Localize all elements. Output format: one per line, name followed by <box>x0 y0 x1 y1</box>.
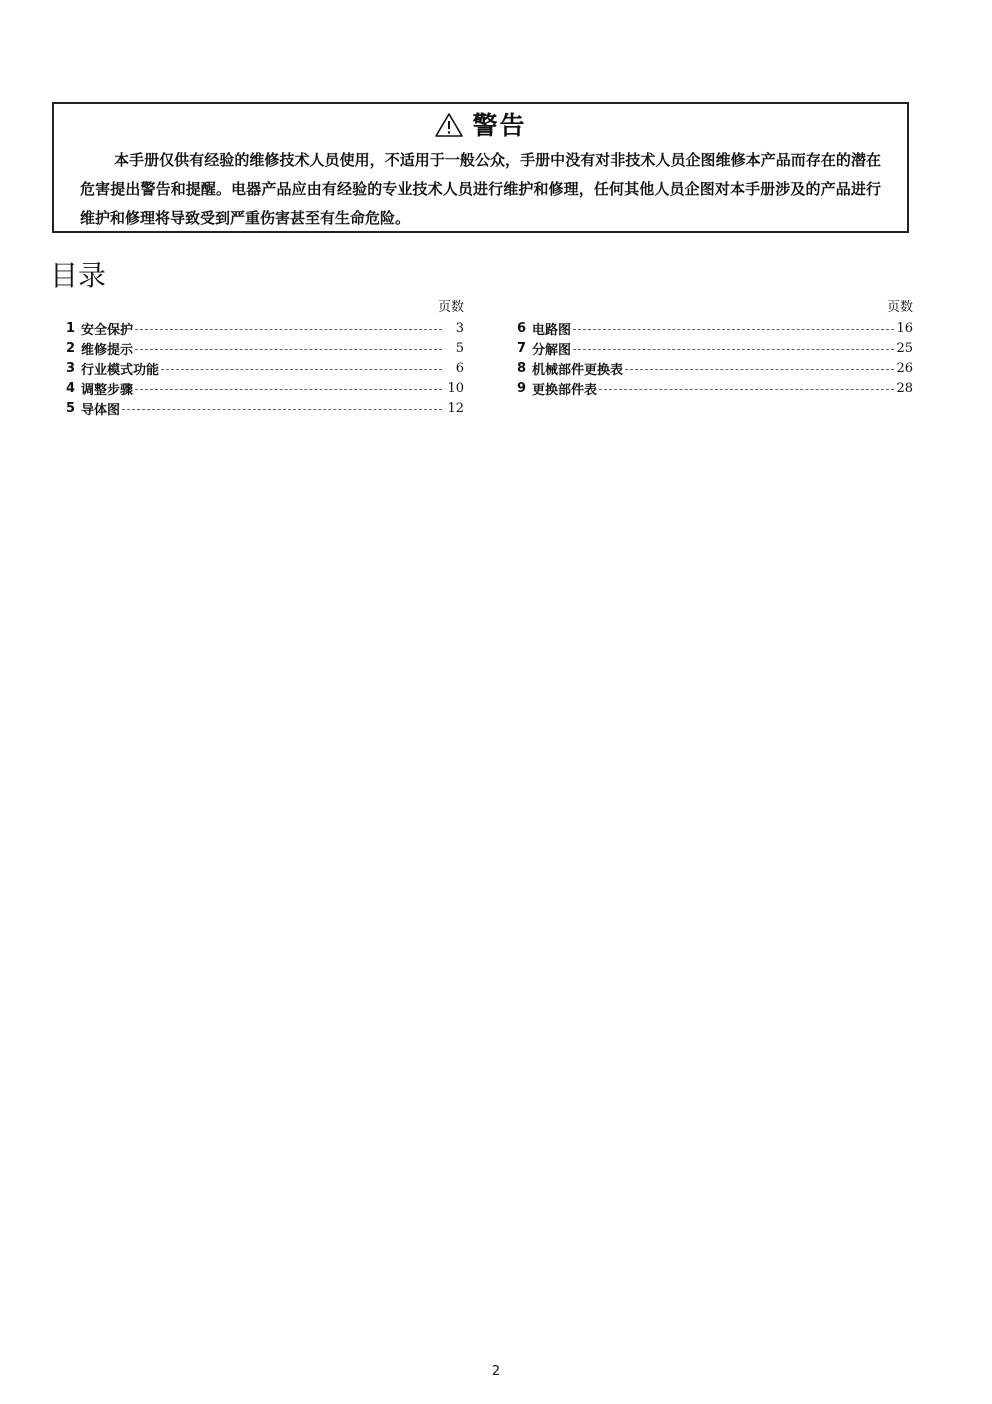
toc-entry-label: 安全保护 <box>81 322 134 338</box>
toc-entry-number: 9 <box>517 380 527 396</box>
toc-entry-page: 16 <box>896 320 913 336</box>
toc-dot-leader <box>573 329 894 330</box>
toc-dot-leader <box>135 349 442 350</box>
toc-entry-page: 26 <box>896 360 913 376</box>
page-number: 2 <box>491 1364 501 1379</box>
toc-entry[interactable] <box>66 358 464 378</box>
toc-entry-label: 分解图 <box>532 342 572 358</box>
toc-entry-number: 7 <box>517 340 527 356</box>
toc-column-right <box>517 298 913 398</box>
toc-entry[interactable] <box>517 318 913 338</box>
toc-entry-page: 3 <box>455 320 464 336</box>
toc-entry-page: 10 <box>447 380 464 396</box>
toc-entry-label: 更换部件表 <box>532 382 598 398</box>
toc-entry-page: 6 <box>455 360 464 376</box>
warning-triangle-icon <box>434 112 464 138</box>
warning-text: 本手册仅供有经验的维修技术人员使用，不适用于一般公众，手册中没有对非技术人员企图维修本产品而存在的潜在危害提出警告和提醒。电器产品应由有经验的专业技术人员进行维护和修理，任何其他人员企图对本手册涉及的产品进行维护和修理将导致受到严重伤害甚至有生命危险。 <box>80 151 881 227</box>
toc-entry-label: 行业模式功能 <box>81 362 160 378</box>
warning-box <box>52 102 909 233</box>
toc-entry-number: 6 <box>517 320 527 336</box>
toc-entry-label: 维修提示 <box>81 342 134 358</box>
toc-dot-leader <box>161 369 442 370</box>
toc-entry-number: 1 <box>66 320 76 336</box>
toc-entry-page: 25 <box>896 340 913 356</box>
warning-title-row <box>54 110 907 142</box>
toc-dot-leader <box>135 389 442 390</box>
toc-dot-leader <box>122 409 442 410</box>
warning-title: 警告 <box>472 111 527 140</box>
toc-entry-label: 机械部件更换表 <box>532 362 624 378</box>
toc-entry-page: 5 <box>455 340 464 356</box>
toc-entry-number: 5 <box>66 400 76 416</box>
toc-entry[interactable] <box>66 398 464 418</box>
toc-entry-number: 8 <box>517 360 527 376</box>
toc-entry-label: 导体图 <box>81 402 121 418</box>
toc-entry-label: 电路图 <box>532 322 572 338</box>
toc-page-header: 页数 <box>886 300 913 315</box>
toc-entry[interactable] <box>66 318 464 338</box>
toc-entry[interactable] <box>66 338 464 358</box>
toc-dot-leader <box>573 349 894 350</box>
toc-entry[interactable] <box>517 378 913 398</box>
toc-entry-page: 28 <box>896 380 913 396</box>
toc-column-left <box>66 298 464 418</box>
toc-dot-leader <box>625 369 894 370</box>
toc-entry[interactable] <box>66 378 464 398</box>
toc-entry-page: 12 <box>447 400 464 416</box>
toc-entry-number: 3 <box>66 360 76 376</box>
toc-entry-label: 调整步骤 <box>81 382 134 398</box>
toc-entry[interactable] <box>517 338 913 358</box>
toc-heading: 目录 <box>50 259 107 292</box>
toc-dot-leader <box>135 329 442 330</box>
toc-page-header: 页数 <box>437 300 464 315</box>
toc-entry-number: 2 <box>66 340 76 356</box>
toc-entry[interactable] <box>517 358 913 378</box>
toc-entry-number: 4 <box>66 380 76 396</box>
toc-dot-leader <box>599 389 894 390</box>
